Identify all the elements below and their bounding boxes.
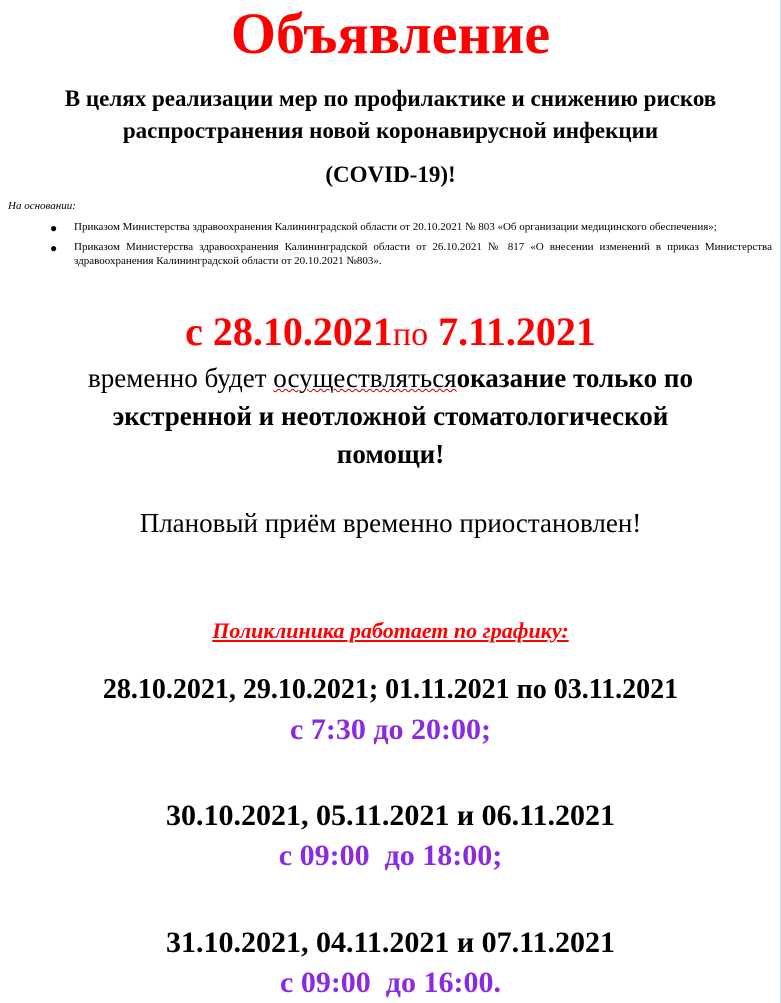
date-range-from: с 28.10.2021 (185, 309, 393, 354)
order-item (48, 240, 772, 268)
order-item (48, 220, 772, 234)
slot-dates: 30.10.2021, 05.11.2021 и 06.11.2021 (166, 799, 615, 832)
announcement-title: Объявление (230, 1, 551, 66)
notice-line-3: помощи! (336, 439, 445, 469)
notice-line-2: экстренной и неотложной стоматологической (112, 401, 669, 431)
notice-part-3: оказание только по (456, 363, 693, 393)
date-range-to: 7.11.2021 (428, 309, 596, 354)
slot-time: с 7:30 до 20:00; (290, 713, 491, 746)
intro-text (0, 83, 781, 191)
orders-list (48, 220, 772, 274)
intro-line-3: (COVID-19)! (325, 162, 456, 187)
bullet-icon: ● (50, 241, 58, 255)
schedule-slot (0, 796, 781, 876)
service-notice (0, 359, 781, 473)
intro-line-2: распространения новой коронавирусной инфекции (122, 118, 659, 143)
order-text: Приказом Министерства здравоохранения Калининградской области от 26.10.2021 № 817 «О внесении изменений в приказ Министерства здравоохранения Калининградской области от 20.10.2021 №803». (74, 241, 772, 267)
schedule-title: Поликлиника работает по графику: (212, 618, 569, 643)
intro-line-1: В целях реализации мер по профилактике и снижению рисков (64, 86, 717, 111)
slot-dates: 31.10.2021, 04.11.2021 и 07.11.2021 (166, 926, 615, 959)
slot-dates: 28.10.2021, 29.10.2021; 01.11.2021 по 03.11.2021 (102, 674, 679, 705)
schedule-slot (0, 670, 781, 750)
suspended-notice: Плановый приём временно приостановлен! (139, 508, 642, 538)
basis-label: На основании: (8, 200, 76, 212)
date-range (0, 307, 781, 360)
notice-part-2: осуществляться (273, 363, 457, 393)
bullet-icon: ● (50, 221, 58, 235)
order-text: Приказом Министерства здравоохранения Калининградской области от 20.10.2021 № 803 «Об организации медицинского обеспечения»; (74, 221, 717, 233)
schedule-slot (0, 923, 781, 1003)
slot-time: с 09:00 до 18:00; (278, 839, 503, 872)
slot-time: с 09:00 до 16:00. (280, 966, 501, 999)
notice-part-1: временно будет (88, 363, 274, 393)
date-range-to-word: по (392, 316, 429, 353)
